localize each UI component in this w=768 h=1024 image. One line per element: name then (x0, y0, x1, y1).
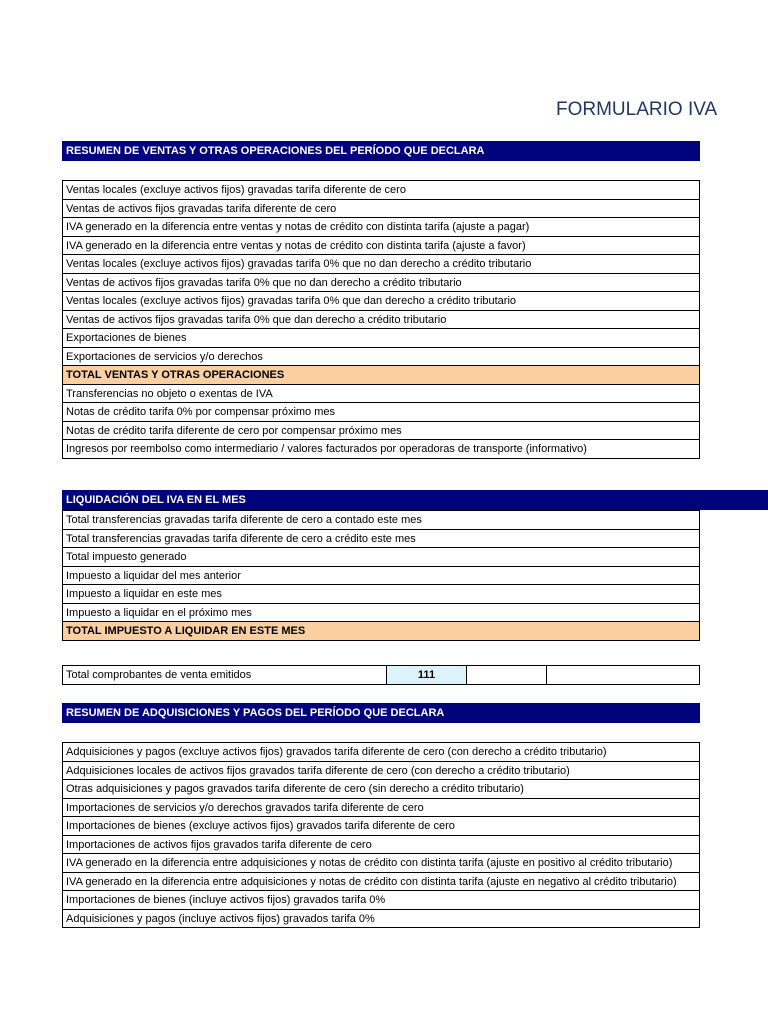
section-header-ventas: RESUMEN DE VENTAS Y OTRAS OPERACIONES DEL PERÍODO QUE DECLARA (62, 141, 700, 161)
table-row[interactable]: Importaciones de bienes (excluye activos fijos) gravados tarifa diferente de cero (62, 817, 700, 836)
comprobantes-value[interactable]: 111 (387, 666, 467, 684)
table-row[interactable]: IVA generado en la diferencia entre ventas y notas de crédito con distinta tarifa (ajuste a favor) (62, 237, 700, 256)
liquidacion-table (62, 510, 700, 641)
section-header-liquidacion: LIQUIDACIÓN DEL IVA EN EL MES (62, 490, 768, 510)
empty-cell[interactable] (547, 666, 699, 684)
comprobantes-label: Total comprobantes de venta emitidos (63, 666, 387, 684)
table-row[interactable]: Transferencias no objeto o exentas de IVA (62, 385, 700, 404)
table-row[interactable]: Notas de crédito tarifa diferente de cero por compensar próximo mes (62, 422, 700, 441)
table-row[interactable]: IVA generado en la diferencia entre adquisiciones y notas de crédito con distinta tarifa (ajuste en positivo al crédito tributario) (62, 854, 700, 873)
table-row[interactable]: Total transferencias gravadas tarifa diferente de cero a contado este mes (62, 511, 700, 530)
table-row[interactable]: Ventas locales (excluye activos fijos) gravadas tarifa diferente de cero (62, 181, 700, 200)
table-row[interactable]: Exportaciones de servicios y/o derechos (62, 348, 700, 367)
table-row[interactable]: Ventas locales (excluye activos fijos) gravadas tarifa 0% que dan derecho a crédito tributario (62, 292, 700, 311)
table-row[interactable]: Adquisiciones locales de activos fijos gravados tarifa diferente de cero (con derecho a crédito tributario) (62, 762, 700, 781)
empty-cell[interactable] (467, 666, 547, 684)
table-row[interactable]: IVA generado en la diferencia entre adquisiciones y notas de crédito con distinta tarifa (ajuste en negativo al crédito tributario) (62, 873, 700, 892)
table-row[interactable]: Adquisiciones y pagos (incluye activos fijos) gravados tarifa 0% (62, 910, 700, 929)
section-header-adquisiciones: RESUMEN DE ADQUISICIONES Y PAGOS DEL PERÍODO QUE DECLARA (62, 703, 700, 723)
table-row[interactable]: Adquisiciones y pagos (excluye activos fijos) gravados tarifa diferente de cero (con derecho a crédito tributario) (62, 743, 700, 762)
total-ventas-row: TOTAL VENTAS Y OTRAS OPERACIONES (62, 366, 700, 385)
table-row[interactable]: Impuesto a liquidar en el próximo mes (62, 604, 700, 623)
table-row[interactable]: Importaciones de activos fijos gravados tarifa diferente de cero (62, 836, 700, 855)
total-impuesto-row: TOTAL IMPUESTO A LIQUIDAR EN ESTE MES (62, 622, 700, 641)
table-row[interactable]: Ventas de activos fijos gravadas tarifa 0% que no dan derecho a crédito tributario (62, 274, 700, 293)
table-row[interactable]: Exportaciones de bienes (62, 329, 700, 348)
ventas-table (62, 180, 700, 459)
table-row[interactable]: Ventas de activos fijos gravadas tarifa diferente de cero (62, 200, 700, 219)
table-row[interactable]: Impuesto a liquidar del mes anterior (62, 567, 700, 586)
comprobantes-row (62, 665, 700, 685)
form-title: FORMULARIO IVA (556, 99, 718, 120)
adquisiciones-table (62, 742, 700, 928)
table-row[interactable]: Total impuesto generado (62, 548, 700, 567)
table-row[interactable]: Otras adquisiciones y pagos gravados tarifa diferente de cero (sin derecho a crédito tributario) (62, 780, 700, 799)
table-row[interactable]: IVA generado en la diferencia entre ventas y notas de crédito con distinta tarifa (ajuste a pagar) (62, 218, 700, 237)
table-row[interactable]: Notas de crédito tarifa 0% por compensar próximo mes (62, 403, 700, 422)
table-row[interactable]: Ingresos por reembolso como intermediario / valores facturados por operadoras de transporte (informativo) (62, 440, 700, 459)
table-row[interactable]: Ventas de activos fijos gravadas tarifa 0% que dan derecho a crédito tributario (62, 311, 700, 330)
table-row[interactable]: Importaciones de bienes (incluye activos fijos) gravados tarifa 0% (62, 891, 700, 910)
table-row[interactable]: Total transferencias gravadas tarifa diferente de cero a crédito este mes (62, 530, 700, 549)
table-row[interactable]: Ventas locales (excluye activos fijos) gravadas tarifa 0% que no dan derecho a crédito tributario (62, 255, 700, 274)
table-row[interactable]: Importaciones de servicios y/o derechos gravados tarifa diferente de cero (62, 799, 700, 818)
table-row[interactable]: Impuesto a liquidar en este mes (62, 585, 700, 604)
